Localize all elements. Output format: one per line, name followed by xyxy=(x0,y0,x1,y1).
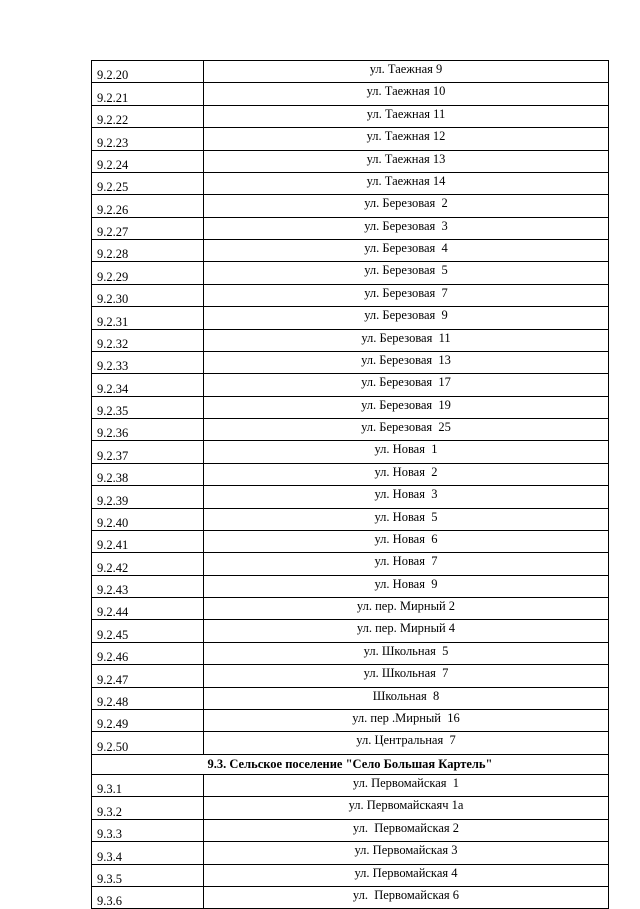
table-row xyxy=(92,775,609,797)
street-address: ул. Школьная 7 xyxy=(204,665,609,687)
table-row xyxy=(92,530,609,552)
street-address: ул. Березовая 4 xyxy=(204,240,609,262)
row-number: 9.2.40 xyxy=(92,508,204,530)
street-address: ул. Таежная 13 xyxy=(204,150,609,172)
street-address: ул. пер. Мирный 2 xyxy=(204,598,609,620)
table-row xyxy=(92,262,609,284)
street-address: ул. Березовая 17 xyxy=(204,374,609,396)
row-number: 9.2.35 xyxy=(92,396,204,418)
row-number: 9.3.3 xyxy=(92,819,204,841)
table-row xyxy=(92,307,609,329)
row-number: 9.2.37 xyxy=(92,441,204,463)
street-address: ул. Новая 7 xyxy=(204,553,609,575)
table-row xyxy=(92,128,609,150)
table-row xyxy=(92,61,609,83)
row-number: 9.2.27 xyxy=(92,217,204,239)
street-address: ул. Березовая 7 xyxy=(204,284,609,306)
street-address: ул. Таежная 10 xyxy=(204,83,609,105)
row-number: 9.2.29 xyxy=(92,262,204,284)
row-number: 9.2.31 xyxy=(92,307,204,329)
row-number: 9.2.23 xyxy=(92,128,204,150)
table-row xyxy=(92,463,609,485)
table-row xyxy=(92,620,609,642)
street-address: ул. Березовая 25 xyxy=(204,419,609,441)
street-address: ул. пер. Мирный 4 xyxy=(204,620,609,642)
street-address: ул. Березовая 19 xyxy=(204,396,609,418)
row-number: 9.2.38 xyxy=(92,463,204,485)
row-number: 9.3.2 xyxy=(92,797,204,819)
table-row xyxy=(92,217,609,239)
table-row xyxy=(92,732,609,754)
street-address: ул. Первомайская 1 xyxy=(204,775,609,797)
street-address: ул. Новая 1 xyxy=(204,441,609,463)
street-address: ул. Березовая 11 xyxy=(204,329,609,351)
row-number: 9.2.34 xyxy=(92,374,204,396)
street-address: ул. Березовая 2 xyxy=(204,195,609,217)
street-address: ул. Березовая 9 xyxy=(204,307,609,329)
section-title: 9.3. Сельское поселение "Село Большая Картель" xyxy=(92,754,609,774)
street-address: ул. Березовая 5 xyxy=(204,262,609,284)
table-row xyxy=(92,351,609,373)
street-address: Школьная 8 xyxy=(204,687,609,709)
row-number: 9.2.26 xyxy=(92,195,204,217)
row-number: 9.2.21 xyxy=(92,83,204,105)
street-address: ул. Новая 2 xyxy=(204,463,609,485)
table-row xyxy=(92,709,609,731)
table-row xyxy=(92,396,609,418)
table-row xyxy=(92,83,609,105)
table-row xyxy=(92,172,609,194)
street-address: ул. Первомайскаяч 1а xyxy=(204,797,609,819)
street-address: ул. Таежная 12 xyxy=(204,128,609,150)
table-row xyxy=(92,508,609,530)
row-number: 9.2.44 xyxy=(92,598,204,620)
row-number: 9.3.5 xyxy=(92,864,204,886)
row-number: 9.2.36 xyxy=(92,419,204,441)
row-number: 9.2.30 xyxy=(92,284,204,306)
street-address: ул. Таежная 14 xyxy=(204,172,609,194)
address-table xyxy=(91,60,609,909)
row-number: 9.2.28 xyxy=(92,240,204,262)
row-number: 9.2.33 xyxy=(92,351,204,373)
table-row xyxy=(92,240,609,262)
street-address: ул. Первомайская 2 xyxy=(204,819,609,841)
street-address: ул. Центральная 7 xyxy=(204,732,609,754)
table-row xyxy=(92,575,609,597)
section-title-row xyxy=(92,754,609,774)
street-address: ул. Таежная 11 xyxy=(204,105,609,127)
table-row xyxy=(92,797,609,819)
table-row xyxy=(92,486,609,508)
street-address: ул. Новая 3 xyxy=(204,486,609,508)
table-row xyxy=(92,642,609,664)
rows-section-9-3 xyxy=(92,775,609,909)
table-row xyxy=(92,665,609,687)
row-number: 9.2.48 xyxy=(92,687,204,709)
street-address: ул. Новая 5 xyxy=(204,508,609,530)
table-row xyxy=(92,553,609,575)
table-row xyxy=(92,284,609,306)
street-address: ул. Березовая 13 xyxy=(204,351,609,373)
table-row xyxy=(92,598,609,620)
rows-section-9-2 xyxy=(92,61,609,755)
table-row xyxy=(92,105,609,127)
row-number: 9.2.24 xyxy=(92,150,204,172)
row-number: 9.3.4 xyxy=(92,842,204,864)
row-number: 9.2.43 xyxy=(92,575,204,597)
street-address: ул. Новая 6 xyxy=(204,530,609,552)
street-address: ул. Школьная 5 xyxy=(204,642,609,664)
street-address: ул. Березовая 3 xyxy=(204,217,609,239)
street-address: ул. пер .Мирный 16 xyxy=(204,709,609,731)
row-number: 9.2.46 xyxy=(92,642,204,664)
row-number: 9.2.42 xyxy=(92,553,204,575)
table-row xyxy=(92,886,609,908)
row-number: 9.2.39 xyxy=(92,486,204,508)
table-row xyxy=(92,150,609,172)
street-address: ул. Первомайская 6 xyxy=(204,886,609,908)
table-row xyxy=(92,842,609,864)
section-9-3-header xyxy=(92,754,609,774)
row-number: 9.2.49 xyxy=(92,709,204,731)
street-address: ул. Новая 9 xyxy=(204,575,609,597)
row-number: 9.3.1 xyxy=(92,775,204,797)
row-number: 9.2.22 xyxy=(92,105,204,127)
table-row xyxy=(92,687,609,709)
table-row xyxy=(92,195,609,217)
street-address: ул. Таежная 9 xyxy=(204,61,609,83)
row-number: 9.2.50 xyxy=(92,732,204,754)
table-row xyxy=(92,419,609,441)
row-number: 9.2.25 xyxy=(92,172,204,194)
table-row xyxy=(92,864,609,886)
table-row xyxy=(92,819,609,841)
street-address: ул. Первомайская 3 xyxy=(204,842,609,864)
table-row xyxy=(92,441,609,463)
row-number: 9.2.32 xyxy=(92,329,204,351)
row-number: 9.2.41 xyxy=(92,530,204,552)
table-row xyxy=(92,374,609,396)
row-number: 9.2.20 xyxy=(92,61,204,83)
table-row xyxy=(92,329,609,351)
row-number: 9.3.6 xyxy=(92,886,204,908)
row-number: 9.2.47 xyxy=(92,665,204,687)
street-address: ул. Первомайская 4 xyxy=(204,864,609,886)
row-number: 9.2.45 xyxy=(92,620,204,642)
